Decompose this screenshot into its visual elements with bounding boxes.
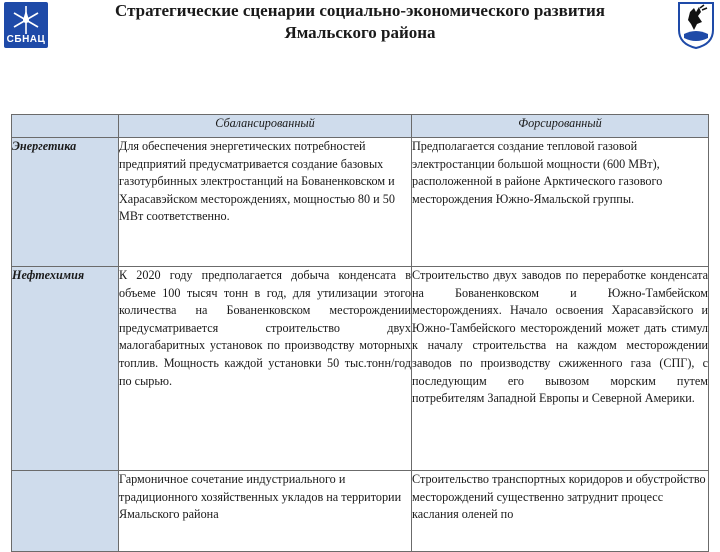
cell-energy-forced: Предполагается создание тепловой газовой электростанции большой мощности (600 МВт), расположенной в районе Арктического газового месторождения Южно-Ямальской группы. bbox=[412, 138, 709, 267]
cell-petrochemistry-forced: Строительство двух заводов по переработке конденсата на Бованенковском и Южно-Тамбейском месторождениях. Начало освоения Харасавэйского и Южно-Тамбейского месторождений может дать стимул к началу строительства на каждом месторождении заводов по производству сжиженного газа (СПГ), с последующим его вывозом морским путем потребителям Западной Европы и Северной Америки. bbox=[412, 267, 709, 471]
cell-third-forced: Строительство транспортных коридоров и обустройство месторождений существенно затруднит процесс каслания оленей по bbox=[412, 471, 709, 552]
title-line-2: Ямальского района bbox=[284, 23, 436, 42]
corner-cell bbox=[12, 115, 119, 138]
table-row bbox=[12, 267, 709, 471]
table-row bbox=[12, 471, 709, 552]
yamal-district-emblem-icon bbox=[676, 0, 716, 50]
column-header-balanced: Сбалансированный bbox=[119, 115, 412, 138]
page-title bbox=[60, 0, 660, 44]
logo-text: СБНАЦ bbox=[6, 34, 46, 45]
row-label-energy: Энергетика bbox=[12, 138, 119, 267]
title-line-1: Стратегические сценарии социально-экономического развития bbox=[115, 1, 605, 20]
cell-petrochemistry-balanced: К 2020 году предполагается добыча конденсата в объеме 100 тысяч тонн в год, для утилизации этого количества на Бованенковском месторождении предусматривается строительство двух малогабаритных установок по производству моторных топлив. Мощность каждой установки 50 тыс.тонн/год по сырью. bbox=[119, 267, 412, 471]
sbnac-logo bbox=[4, 2, 48, 48]
row-label-petrochemistry: Нефтехимия bbox=[12, 267, 119, 471]
cell-energy-balanced: Для обеспечения энергетических потребностей предприятий предусматривается создание базовых газотурбинных электростанций на Бованенковском и Харасавэйском месторождениях, мощностью 80 и 50 МВт соответственно. bbox=[119, 138, 412, 267]
table-header-row bbox=[12, 115, 709, 138]
column-header-forced: Форсированный bbox=[412, 115, 709, 138]
cell-third-balanced: Гармоничное сочетание индустриального и традиционного хозяйственных укладов на территории Ямальского района bbox=[119, 471, 412, 552]
row-label-third bbox=[12, 471, 119, 552]
table-row bbox=[12, 138, 709, 267]
scenarios-table bbox=[11, 114, 709, 552]
